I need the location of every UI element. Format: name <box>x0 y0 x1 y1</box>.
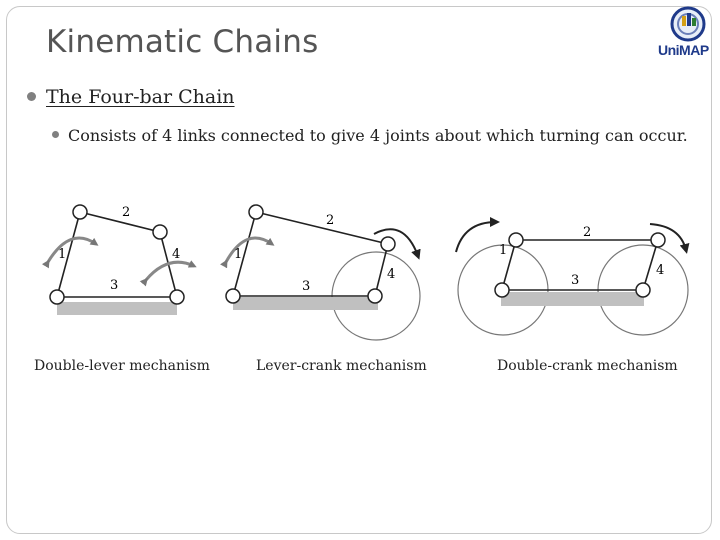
link-label-3: 3 <box>110 278 119 293</box>
link-2 <box>256 212 388 244</box>
ground-link <box>57 302 177 315</box>
caption-lever-crank: Lever-crank mechanism <box>256 358 427 374</box>
logo-text: UniMAP <box>658 42 709 58</box>
link-label-4: 4 <box>656 263 665 278</box>
joint <box>153 225 167 239</box>
caption-double-crank: Double-crank mechanism <box>497 358 678 374</box>
joint <box>381 237 395 251</box>
ground-link <box>501 292 644 306</box>
double-lever-diagram <box>48 205 194 315</box>
link-2 <box>80 212 160 232</box>
link-label-2: 2 <box>326 213 335 228</box>
link-label-2: 2 <box>122 205 131 220</box>
link-label-1: 1 <box>499 243 508 258</box>
double-crank-diagram <box>456 222 688 335</box>
joint <box>368 289 382 303</box>
joint <box>509 233 523 247</box>
link-label-3: 3 <box>571 273 580 288</box>
joint <box>495 283 509 297</box>
joint <box>636 283 650 297</box>
joint <box>226 289 240 303</box>
ground-link <box>233 297 378 310</box>
link-label-4: 4 <box>387 267 396 282</box>
link-label-4: 4 <box>172 247 181 262</box>
bullet-sub-text: Consists of 4 links connected to give 4 joints about which turning can occur. <box>68 126 688 145</box>
rocking-arrow <box>226 238 272 262</box>
joint <box>651 233 665 247</box>
slide-title: Kinematic Chains <box>46 24 319 60</box>
link-label-1: 1 <box>234 247 243 262</box>
joint <box>249 205 263 219</box>
joint <box>50 290 64 304</box>
joint <box>73 205 87 219</box>
link-label-3: 3 <box>302 279 311 294</box>
link-label-1: 1 <box>58 247 67 262</box>
caption-double-lever: Double-lever mechanism <box>34 358 210 374</box>
link-label-2: 2 <box>583 225 592 240</box>
lever-crank-diagram <box>226 205 420 340</box>
joint <box>170 290 184 304</box>
bullet-main-text: The Four-bar Chain <box>46 86 235 108</box>
